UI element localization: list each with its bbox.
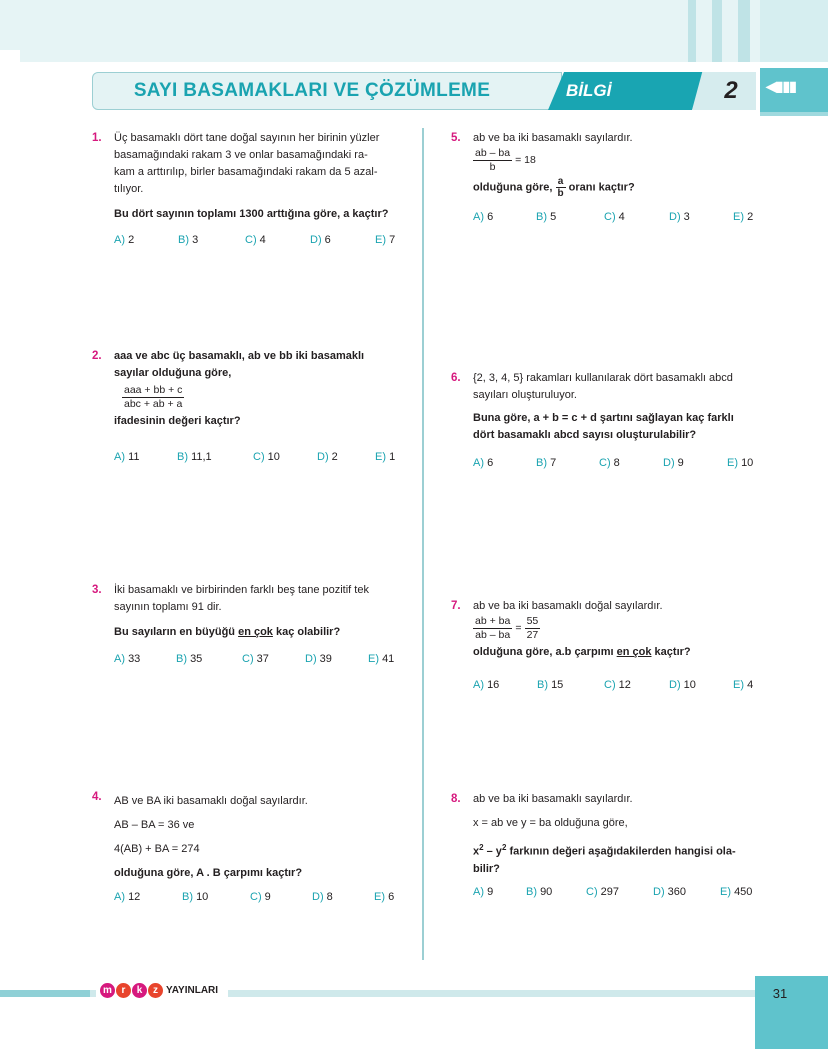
option-d[interactable] (317, 451, 338, 463)
option-e[interactable] (374, 891, 394, 903)
ratio-fraction (556, 176, 566, 199)
logo-letter: r (116, 983, 131, 998)
option-label: C) (599, 457, 611, 469)
option-label: A) (473, 679, 484, 691)
option-label: E) (374, 891, 385, 903)
option-d[interactable] (669, 211, 690, 223)
question-text: sayıları oluşturuluyor. (473, 389, 577, 401)
question-number: 8. (451, 793, 461, 805)
option-a[interactable] (473, 211, 493, 223)
question-prompt: olduğuna göre, A . B çarpımı kaçtır? (114, 867, 303, 879)
option-e[interactable] (727, 457, 753, 469)
option-c[interactable] (242, 653, 269, 665)
question-prompt (114, 624, 404, 641)
option-label: D) (317, 451, 329, 463)
option-label: E) (375, 234, 386, 246)
option-d[interactable] (310, 234, 331, 246)
option-value: 6 (487, 457, 494, 469)
option-a[interactable] (473, 679, 499, 691)
fraction-numerator: 55 (526, 615, 539, 627)
option-label: D) (669, 211, 681, 223)
option-label: B) (537, 679, 548, 691)
option-value: 4 (259, 234, 266, 246)
question-number: 1. (92, 132, 102, 144)
section-badge: BİLGİ KONTROL (566, 81, 651, 138)
question-prompt (473, 176, 773, 199)
option-value: 9 (264, 891, 271, 903)
prompt-part: x (473, 845, 480, 858)
fraction-denominator: 27 (526, 629, 539, 641)
option-label: B) (182, 891, 193, 903)
equals-sign: = (515, 622, 522, 634)
equation: 4(AB) + BA = 274 (114, 843, 200, 855)
option-label: D) (305, 653, 317, 665)
option-value: 4 (747, 679, 754, 691)
option-value: 6 (324, 234, 331, 246)
option-value: 9 (487, 886, 494, 898)
option-b[interactable] (176, 653, 202, 665)
option-label: B) (176, 653, 187, 665)
option-value: 3 (683, 211, 690, 223)
option-value: 41 (382, 653, 395, 665)
question-number: 5. (451, 132, 461, 144)
option-value: 8 (326, 891, 333, 903)
option-e[interactable] (733, 679, 753, 691)
option-label: C) (586, 886, 598, 898)
prompt-part: kaç olabilir? (272, 626, 341, 638)
option-label: C) (253, 451, 265, 463)
question-prompt: Buna göre, a + b = c + d şartını sağlayan kaç farklı (473, 412, 734, 424)
band-stripe (688, 0, 696, 62)
option-d[interactable] (305, 653, 332, 665)
question-text: sayılar olduğuna göre, (114, 367, 232, 379)
fraction (525, 615, 541, 642)
option-value: 10 (683, 679, 696, 691)
nav-tab-underline (760, 112, 828, 116)
fraction-denominator: abc + ab + a (124, 398, 183, 410)
fraction-numerator: ab – ba (475, 147, 511, 159)
question-number: 6. (451, 372, 461, 384)
option-a[interactable] (114, 653, 140, 665)
option-label: D) (653, 886, 665, 898)
option-value: 360 (667, 886, 687, 898)
option-label: E) (727, 457, 738, 469)
question-number: 2. (92, 350, 102, 362)
prompt-part: – y (483, 845, 502, 858)
band-stripe (712, 0, 722, 62)
option-a[interactable] (473, 457, 493, 469)
option-value: 33 (128, 653, 141, 665)
band-cut (0, 50, 20, 62)
prompt-part: farkının değeri aşağıdakilerden hangisi ola- (506, 845, 736, 858)
option-label: D) (312, 891, 324, 903)
option-label: E) (733, 211, 744, 223)
option-b[interactable] (178, 234, 198, 246)
option-label: E) (375, 451, 386, 463)
question-prompt (473, 839, 773, 861)
option-label: A) (473, 457, 484, 469)
option-value: 10 (741, 457, 754, 469)
question-prompt: Bu dört sayının toplamı 1300 arttığına göre, a kaçtır? (114, 208, 389, 220)
top-decorative-band (0, 0, 828, 62)
option-b[interactable] (536, 457, 556, 469)
question-number: 3. (92, 584, 102, 596)
option-label: B) (536, 211, 547, 223)
option-value: 2 (331, 451, 338, 463)
option-label: A) (473, 211, 484, 223)
option-c[interactable] (604, 211, 625, 223)
option-value: 35 (190, 653, 203, 665)
option-label: D) (663, 457, 675, 469)
question-prompt: dört basamaklı abcd sayısı oluşturulabilir? (473, 429, 697, 441)
option-label: E) (368, 653, 379, 665)
footer-line-accent (0, 990, 90, 997)
option-label: B) (526, 886, 537, 898)
option-value: 7 (389, 234, 396, 246)
fraction-numerator: ab + ba (475, 615, 511, 627)
publisher-logo (96, 983, 228, 1001)
option-value: 8 (613, 457, 620, 469)
fraction-denominator: b (489, 161, 496, 173)
option-e[interactable] (375, 451, 395, 463)
option-value: 7 (550, 457, 557, 469)
option-c[interactable] (586, 886, 619, 898)
option-a[interactable] (473, 886, 493, 898)
option-c[interactable] (599, 457, 620, 469)
equation-rhs: = 18 (515, 154, 536, 166)
option-value: 11 (128, 451, 140, 463)
question-text: {2, 3, 4, 5} rakamları kullanılarak dört basamaklı abcd (473, 372, 733, 384)
option-c[interactable] (250, 891, 271, 903)
fraction-numerator: a (556, 176, 566, 188)
question-prompt: bilir? (473, 862, 500, 875)
logo-letter: k (132, 983, 147, 998)
option-value: 297 (600, 886, 620, 898)
option-value: 6 (388, 891, 395, 903)
option-a[interactable] (114, 891, 140, 903)
question-text: ab ve ba iki basamaklı doğal sayılardır. (473, 600, 663, 612)
question-text: İki basamaklı ve birbirinden farklı beş tane pozitif tek (114, 584, 369, 596)
option-e[interactable] (733, 211, 753, 223)
question-text: sayının toplamı 91 dir. (114, 601, 222, 613)
option-label: C) (604, 211, 616, 223)
exponent: 2 (501, 843, 507, 852)
logo-letter: m (100, 983, 115, 998)
band-stripe (760, 0, 828, 62)
option-value: 12 (128, 891, 141, 903)
question-text: tılıyor. (114, 183, 144, 195)
option-value: 10 (196, 891, 209, 903)
fraction (473, 147, 512, 174)
option-label: E) (733, 679, 744, 691)
question-text: ab ve ba iki basamaklı sayılardır. (473, 132, 633, 144)
option-label: C) (245, 234, 257, 246)
fraction (122, 384, 184, 411)
fraction-denominator: ab – ba (475, 629, 511, 641)
option-e[interactable] (720, 886, 752, 898)
option-label: A) (114, 653, 125, 665)
option-value: 12 (618, 679, 631, 691)
question-text: ab ve ba iki basamaklı sayılardır. (473, 793, 633, 805)
fraction-denominator: b (557, 188, 564, 199)
option-c[interactable] (604, 679, 631, 691)
option-value: 3 (192, 234, 199, 246)
option-label: E) (720, 886, 731, 898)
prompt-part: oranı kaçtır? (565, 181, 635, 194)
option-value: 4 (618, 211, 625, 223)
exponent: 2 (479, 843, 484, 852)
option-label: C) (604, 679, 616, 691)
option-value: 5 (550, 211, 557, 223)
prompt-underlined: en çok (616, 646, 652, 658)
option-a[interactable] (114, 451, 139, 463)
option-value: 6 (487, 211, 494, 223)
page-title: SAYI BASAMAKLARI VE ÇÖZÜMLEME (133, 80, 491, 101)
equation: AB – BA = 36 ve (114, 819, 195, 831)
option-value: 39 (319, 653, 332, 665)
option-label: C) (250, 891, 262, 903)
option-value: 1 (389, 451, 396, 463)
option-label: B) (536, 457, 547, 469)
option-label: D) (310, 234, 322, 246)
option-label: D) (669, 679, 681, 691)
option-value: 90 (540, 886, 553, 898)
prompt-part: Bu sayıların en büyüğü (114, 626, 239, 638)
option-label: C) (242, 653, 254, 665)
option-label: A) (114, 234, 125, 246)
option-value: 2 (128, 234, 135, 246)
option-value: 10 (267, 451, 280, 463)
question-text: Üç basamaklı dört tane doğal sayının her birinin yüzler (114, 132, 380, 144)
question-text: AB ve BA iki basamaklı doğal sayılardır. (114, 795, 308, 807)
question-text: aaa ve abc üç basamaklı, ab ve bb iki basamaklı (114, 350, 365, 362)
option-value: 37 (256, 653, 269, 665)
prompt-underlined: en çok (238, 626, 273, 638)
page-number: 31 (772, 986, 788, 1001)
option-b[interactable] (536, 211, 556, 223)
option-e[interactable] (368, 653, 394, 665)
prompt-part: olduğuna göre, (473, 181, 556, 194)
fraction (473, 615, 512, 642)
question-text: kam a arttırılıp, birler basamağındaki rakam da 5 azal- (114, 166, 378, 178)
option-a[interactable] (114, 234, 134, 246)
option-value: 15 (551, 679, 564, 691)
prompt-part: kaçtır? (651, 646, 691, 658)
option-d[interactable] (312, 891, 333, 903)
option-label: B) (178, 234, 189, 246)
option-b[interactable] (177, 451, 212, 463)
option-label: B) (177, 451, 188, 463)
question-text: x = ab ve y = ba olduğuna göre, (473, 817, 628, 829)
option-label: A) (114, 451, 125, 463)
option-label: A) (114, 891, 125, 903)
option-b[interactable] (526, 886, 552, 898)
option-value: 16 (487, 679, 500, 691)
option-b[interactable] (537, 679, 563, 691)
option-c[interactable] (245, 234, 266, 246)
question-prompt (473, 644, 773, 661)
logo-letter: z (148, 983, 163, 998)
publisher-name: YAYINLARI (166, 985, 219, 996)
option-c[interactable] (253, 451, 280, 463)
option-d[interactable] (669, 679, 696, 691)
question-text: basamağındaki rakam 3 ve onlar basamağındaki ra- (114, 149, 368, 161)
fraction-numerator: aaa + bb + c (124, 384, 183, 396)
option-b[interactable] (182, 891, 208, 903)
option-d[interactable] (653, 886, 686, 898)
option-e[interactable] (375, 234, 395, 246)
arrow-left-icon: ◀▮▮▮ (766, 78, 796, 94)
option-label: A) (473, 886, 484, 898)
question-number: 7. (451, 600, 461, 612)
option-value: 11,1 (191, 451, 212, 463)
column-divider (422, 128, 424, 960)
question-prompt: ifadesinin değeri kaçtır? (114, 415, 241, 427)
option-d[interactable] (663, 457, 684, 469)
question-number: 4. (92, 791, 102, 803)
option-value: 450 (734, 886, 753, 898)
option-value: 2 (747, 211, 754, 223)
test-number: 2 (724, 77, 738, 104)
option-value: 9 (677, 457, 684, 469)
band-stripe (738, 0, 750, 62)
prompt-part: olduğuna göre, a.b çarpımı (473, 646, 617, 658)
